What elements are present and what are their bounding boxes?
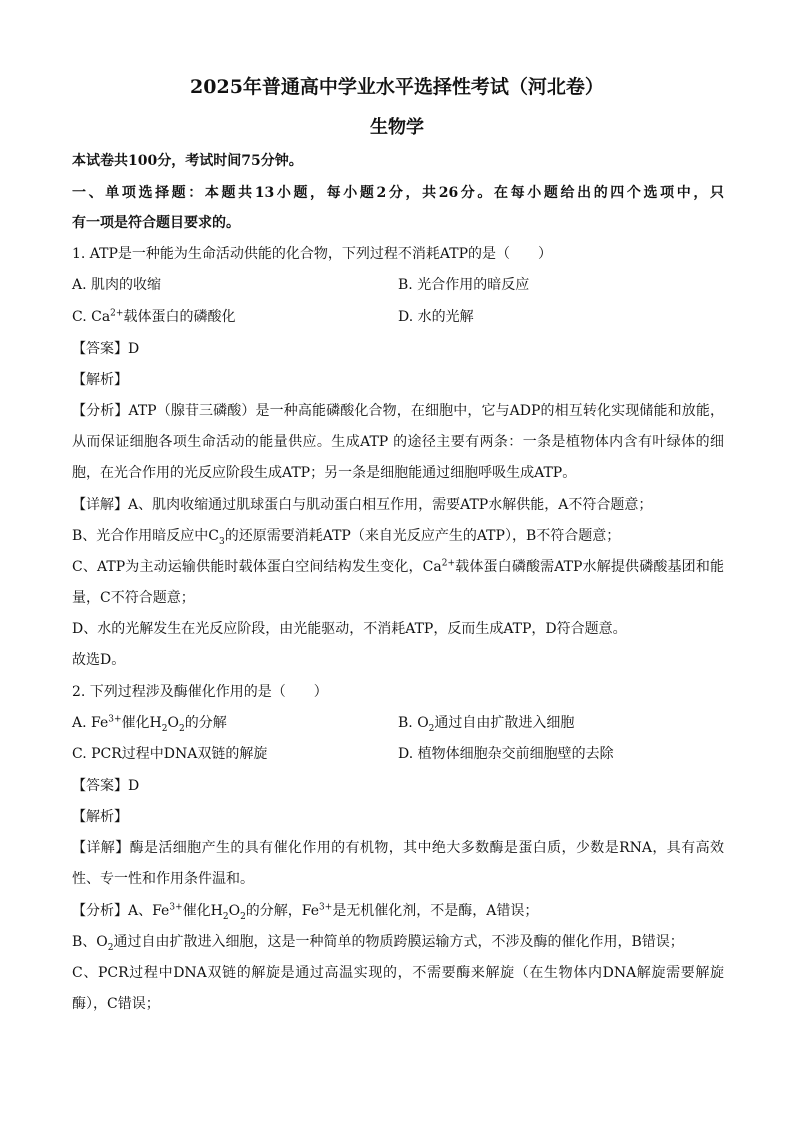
q1-fenxi-line1: 【分析】ATP（腺苷三磷酸）是一种高能磷酸化合物，在细胞中，它与ADP的相互转化实现储能和放能， [72,403,724,419]
q1-stem: 1. ATP是一种能为生命活动供能的化合物，下列过程不消耗ATP的是（ ） [72,246,553,262]
q2-option-a-mid: 催化H [121,715,162,731]
q1-detail-c-text: C、ATP为主动运输供能时载体蛋白空间结构发生变化，Ca [72,559,442,575]
q2-fenxi-a-text: 【分析】A、Fe [72,903,170,919]
section-heading-line2: 有一项是符合题目要求的。 [72,215,240,231]
q1-detail-a: 【详解】A、肌肉收缩通过肌球蛋白与肌动蛋白相互作用，需要ATP水解供能，A不符合题意； [72,497,653,513]
q2-option-a-sub1: 2 [161,723,168,734]
q2-fenxi-b [72,933,724,951]
q1-option-c [72,308,235,326]
q2-fenxi-a-sub1: 2 [222,911,229,922]
q2-answer: 【答案】D [72,778,140,794]
q2-fenxi-a-charge1: 3+ [169,902,183,913]
q1-detail-d: D、水的光解发生在光反应阶段，由光能驱动，不消耗ATP，反而生成ATP，D符合题意。 [72,621,627,637]
q2-fenxi-b-sub: 2 [107,942,114,953]
q1-detail-c-line2: 量，C不符合题意； [72,590,195,606]
q2-fenxi-a-mid2: O [228,903,241,919]
q2-option-a-rest: 的分解 [184,715,227,731]
q1-detail-c-line1 [72,558,724,576]
q1-answer: 【答案】D [72,341,140,357]
q2-fenxi-a-mid3: 的分解，Fe [245,903,320,919]
q1-fenxi-line3: 胞，在光合作用的光反应阶段生成ATP；另一条是细胞能通过细胞呼吸生成ATP。 [72,465,577,481]
q2-option-a-mid2: O [167,715,179,731]
q2-fenxi-b-text: B、O [72,934,108,950]
q2-option-b-text: B. O [398,715,429,731]
q1-conclusion: 故选D。 [72,652,126,668]
q2-option-d: D. 植物体细胞杂交前细胞壁的去除 [398,746,614,762]
q2-fenxi-a [72,902,724,920]
q2-option-b-sub: 2 [428,723,435,734]
q1-option-b: B. 光合作用的暗反应 [398,277,530,293]
q2-stem: 2. 下列过程涉及酶催化作用的是（ ） [72,684,328,700]
q2-xiangjie-line1: 【详解】酶是活细胞产生的具有催化作用的有机物，其中绝大多数酶是蛋白质，少数是RNA，具有高效 [72,840,724,856]
q1-detail-b-sub: 3 [219,536,225,547]
q1-detail-b [72,527,724,545]
exam-title: 2025年普通高中学业水平选择性考试（河北卷） [190,76,604,98]
q1-option-a: A. 肌肉的收缩 [72,277,162,293]
q1-option-c-text: C. Ca [72,309,111,325]
q2-fenxi-b-rest: 通过自由扩散进入细胞，这是一种简单的物质跨膜运输方式，不涉及酶的催化作用，B错误； [113,934,684,950]
q1-detail-b-rest: 的还原需要消耗ATP（来自光反应产生的ATP），B不符合题意； [224,528,621,544]
q1-fenxi-line2: 从而保证细胞各项生命活动的能量供应。生成ATP 的途径主要有两条：一条是植物体内含有叶绿体的细 [72,434,724,450]
q1-analysis-label: 【解析】 [72,372,128,388]
q2-fenxi-c-line1: C、PCR过程中DNA双链的解旋是通过高温实现的，不需要酶来解旋（在生物体内DNA解旋需要解旋 [72,965,724,981]
q2-option-a-charge: 3+ [108,714,122,725]
q2-option-a-sub2: 2 [178,723,185,734]
section-heading-line1: 一、单项选择题：本题共13小题，每小题2分，共26分。在每小题给出的四个选项中，只 [72,185,724,201]
q2-fenxi-a-sub2: 2 [240,911,246,922]
q2-option-b-rest: 通过自由扩散进入细胞 [434,715,575,731]
q2-option-a-text: A. Fe [72,715,109,731]
q2-option-b [398,714,574,732]
q2-xiangjie-line2: 性、专一性和作用条件温和。 [72,871,254,887]
q1-option-c-charge: 2+ [110,308,124,319]
q1-detail-b-text: B、光合作用暗反应中C [72,528,219,544]
exam-intro: 本试卷共100分，考试时间75分钟。 [72,153,303,169]
q1-option-c-rest: 载体蛋白的磷酸化 [123,309,236,325]
q2-fenxi-a-mid: 催化H [182,903,223,919]
q1-detail-c-rest: 载体蛋白磷酸需ATP水解提供磷酸基团和能 [455,559,725,575]
q1-detail-c-charge: 2+ [441,558,456,569]
q2-fenxi-a-charge2: 3+ [319,902,333,913]
q2-analysis-label: 【解析】 [72,809,128,825]
q2-option-a [72,714,227,732]
q2-fenxi-a-rest: 是无机催化剂，不是酶，A错误； [332,903,539,919]
subject-title: 生物学 [370,117,424,138]
q1-option-d: D. 水的光解 [398,309,474,325]
q2-option-c: C. PCR过程中DNA双链的解旋 [72,746,268,762]
q2-fenxi-c-line2: 酶），C错误； [72,996,160,1012]
